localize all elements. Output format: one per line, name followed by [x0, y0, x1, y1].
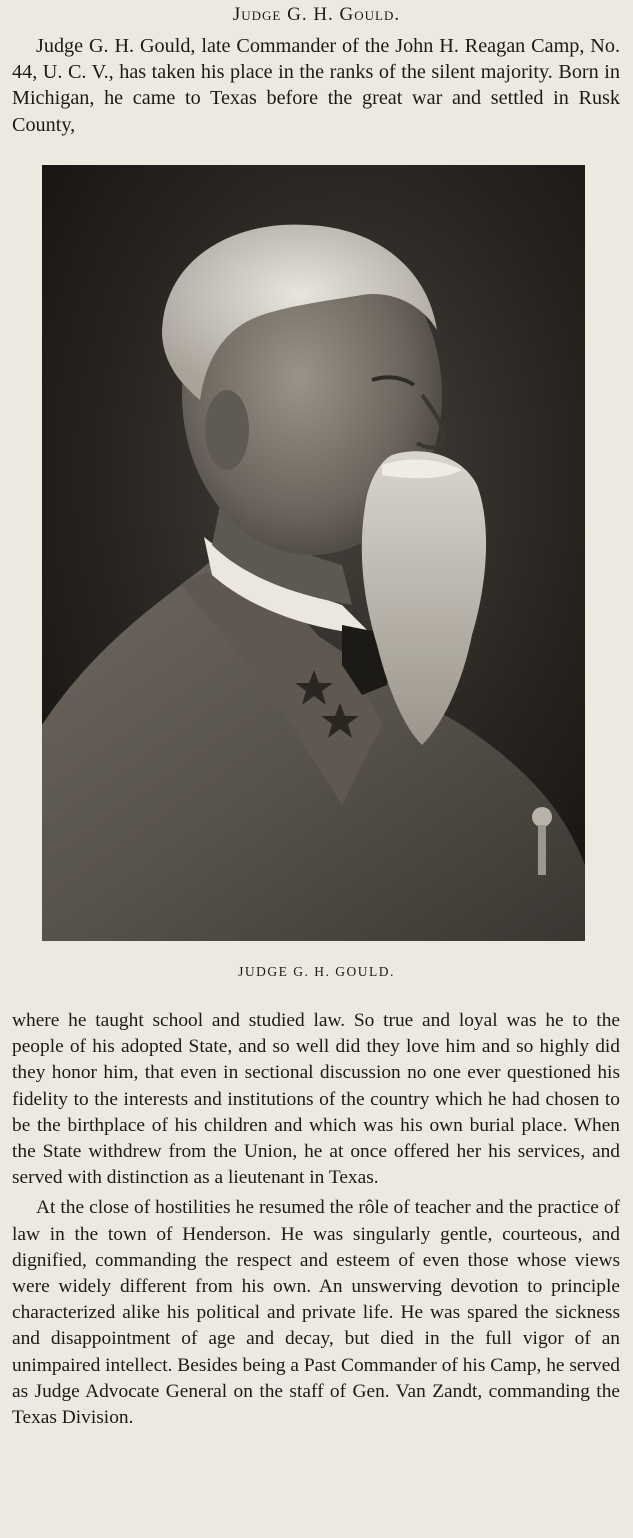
portrait-photo	[42, 165, 585, 941]
portrait-illustration	[42, 165, 585, 941]
body-paragraphs	[12, 1008, 620, 1431]
closing-paragraph: At the close of hostilities he resumed the rôle of teacher and the practice of law in the town of Henderson. He was singularly gentle, courteous, and dignified, commanding the respect and esteem of even those whose views were widely different from his own. An unswerving devotion to principle characterized alike his political and private life. He was spared the sickness and disappointment of age and decay, but died in the full vigor of an unimpaired intellect. Besides being a Past Commander of his Camp, he served as Judge Advocate General on the staff of Gen. Van Zandt, commanding the Texas Division.	[12, 1197, 620, 1429]
intro-paragraph	[12, 33, 620, 138]
photo-caption: JUDGE G. H. GOULD.	[238, 964, 395, 979]
article-title: Judge G. H. Gould.	[232, 4, 401, 25]
continuation-paragraph: where he taught school and studied law. So true and loyal was he to the people of his adopted State, and so well did they love him and so highly did they honor him, that even in sectional discussion no one ever questioned his fidelity to the interests and institutions of the country which he had chosen to be the birthplace of his children and which was his own burial place. When the State withdrew from the Union, he at once offered her his services, and served with distinction as a lieutenant in Texas.	[12, 1010, 620, 1189]
intro-text: Judge G. H. Gould, late Commander of the John H. Reagan Camp, No. 44, U. C. V., has taken his place in the ranks of the silent majority. Born in Michigan, he came to Texas before the great war and settled in Rusk County,	[12, 35, 620, 136]
